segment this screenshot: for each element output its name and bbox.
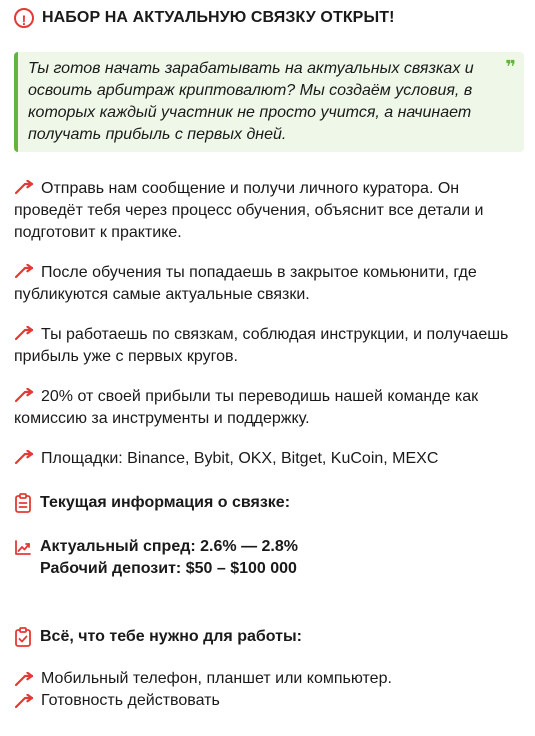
clipboard-icon (14, 493, 32, 513)
right-arrow-icon (14, 388, 34, 403)
list-item (14, 668, 524, 690)
right-arrow-icon (14, 180, 34, 195)
step-item-3 (14, 324, 524, 368)
right-arrow-icon (14, 694, 34, 709)
info-stats (14, 536, 524, 580)
spread-text: Актуальный спред: 2.6% — 2.8% (40, 538, 298, 555)
list-item (14, 690, 524, 712)
checklist-icon (14, 627, 32, 647)
step-text: Ты работаешь по связкам, соблюдая инструкции, и получаешь прибыль уже с первых кругов. (14, 326, 509, 365)
exclamation-icon: ! (14, 8, 34, 28)
title-text: НАБОР НА АКТУАЛЬНУЮ СВЯЗКУ ОТКРЫТ! (42, 9, 395, 26)
step-text: Площадки: Binance, Bybit, OKX, Bitget, KuCoin, MEXC (41, 450, 439, 467)
step-text: После обучения ты попадаешь в закрытое комьюнити, где публикуются самые актуальные связки. (14, 264, 477, 303)
step-item-5 (14, 448, 524, 470)
deposit-text: Рабочий депозит: $50 – $100 000 (40, 560, 297, 577)
message-title (14, 4, 524, 32)
right-arrow-icon (14, 264, 34, 279)
right-arrow-icon (14, 326, 34, 341)
spread-row (14, 536, 524, 558)
info-heading-text: Текущая информация о связке: (40, 494, 291, 511)
requirements-heading-text: Всё, что тебе нужно для работы: (40, 628, 302, 645)
quote-text: Ты готов начать зарабатывать на актуальных связках и освоить арбитраж криптовалют? Мы создаём условия, в которых каждый участник не просто учится, а начинает получать прибыль с первых дней. (28, 60, 474, 143)
quote-block (14, 52, 524, 152)
deposit-row (14, 558, 524, 580)
requirements-heading (14, 626, 524, 648)
quote-icon: ❞ (505, 57, 516, 77)
step-text: Отправь нам сообщение и получи личного куратора. Он проведёт тебя через процесс обучения, объяснит все детали и подготовит к практике. (14, 180, 484, 241)
requirement-text: Готовность действовать (41, 692, 220, 709)
step-item-2 (14, 262, 524, 306)
step-item-1 (14, 178, 524, 244)
requirements-list (14, 668, 524, 712)
right-arrow-icon (14, 672, 34, 687)
right-arrow-icon (14, 450, 34, 465)
message-content (14, 4, 524, 712)
chart-up-icon (14, 537, 32, 557)
info-heading (14, 492, 524, 514)
step-item-4 (14, 386, 524, 430)
requirement-text: Мобильный телефон, планшет или компьютер. (41, 670, 392, 687)
step-text: 20% от своей прибыли ты переводишь нашей команде как комиссию за инструменты и поддержку. (14, 388, 479, 427)
